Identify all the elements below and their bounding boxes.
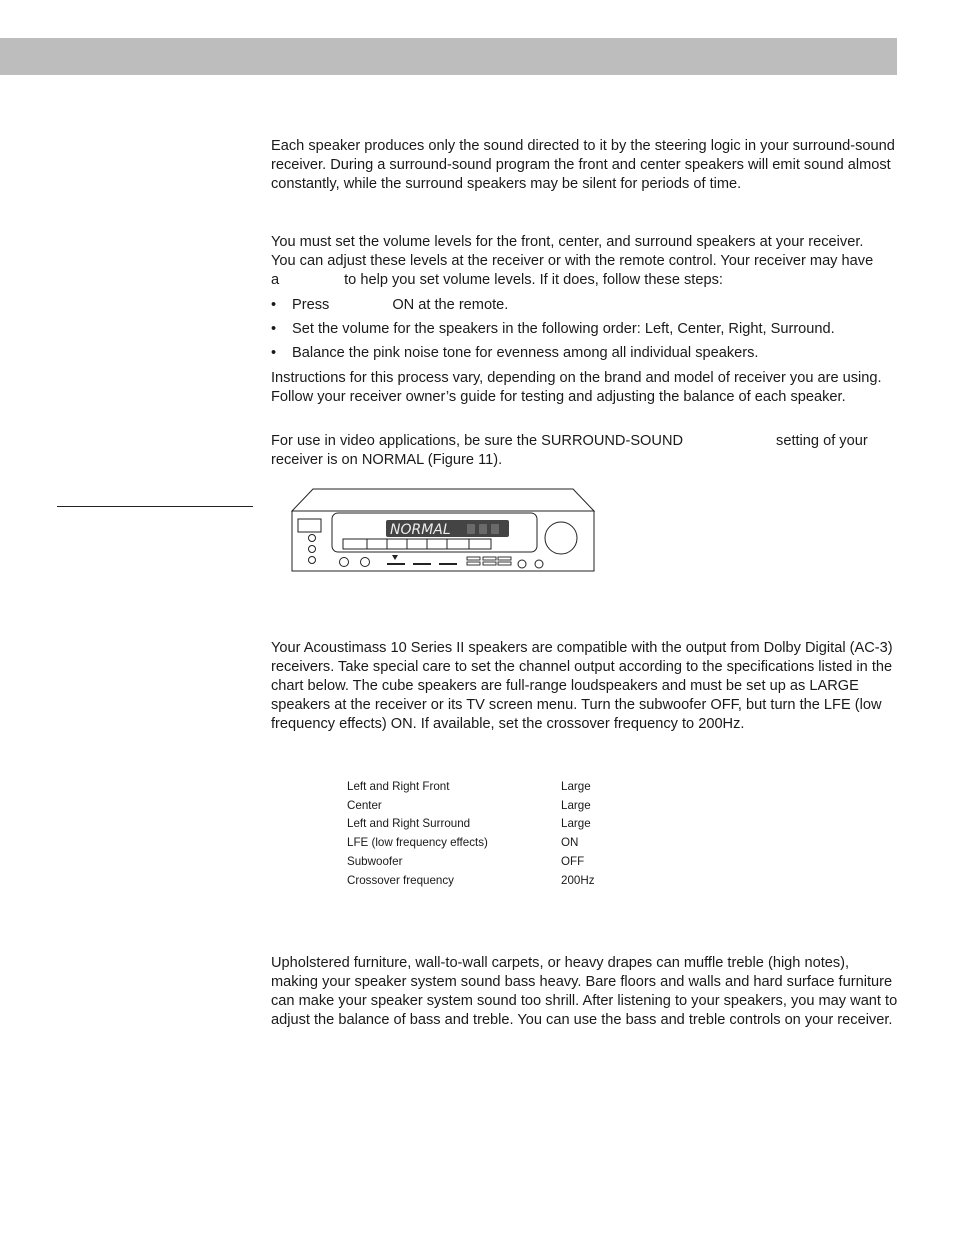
receiver-top-panel xyxy=(292,489,594,511)
setting-value: ON xyxy=(561,836,579,850)
bullet-marker: • xyxy=(271,297,277,313)
slider-controls xyxy=(387,563,457,565)
table-row xyxy=(347,872,595,891)
instructions-paragraph: Instructions for this process vary, depending on the brand and model of receiver you are using. Follow your receiver owner’s guide for testing and adjusting the balance of each speaker. xyxy=(271,370,882,405)
video-paragraph-line-1 xyxy=(271,432,899,451)
setting-value: Large xyxy=(561,798,591,812)
receiver-figure xyxy=(289,486,597,574)
video-paragraph-line-1-start: For use in video applications, be sure the SURROUND-SOUND xyxy=(271,433,684,449)
bullet-pink-noise-text: Balance the pink noise tone for evenness among all individual speakers. xyxy=(292,345,759,361)
volume-paragraph-line-2: You can adjust these levels at the receiver or with the remote control. Your receiver may have xyxy=(271,253,874,269)
power-button xyxy=(298,519,321,532)
bullet-marker: • xyxy=(271,345,277,361)
sidebar-rule xyxy=(57,506,253,507)
indicator-led-3 xyxy=(309,557,316,564)
front-knob-left xyxy=(340,558,349,567)
setting-value: Large xyxy=(561,780,591,793)
indicator-led-1 xyxy=(309,535,316,542)
indicator-led-2 xyxy=(309,546,316,553)
bullet-marker: • xyxy=(271,321,277,337)
video-paragraph-line-1-end: setting of your xyxy=(776,433,868,449)
selector-pointer xyxy=(392,555,398,560)
bullet-press-start: Press xyxy=(292,297,330,313)
room-acoustics-paragraph: Upholstered furniture, wall-to-wall carpets, or heavy drapes can muffle treble (high notes), making your speaker system sound bass heavy. Bare floors and walls and hard surface furniture can make your speaker system sound too shrill. After listening to your speakers, you may want to adjust the balance of bass and treble. You can use the bass and treble controls on your receiver. xyxy=(271,955,898,1028)
video-applications-paragraph xyxy=(271,432,899,470)
volume-knob xyxy=(545,522,577,554)
setting-value: Large xyxy=(561,817,591,831)
header-bar xyxy=(0,38,897,75)
video-paragraph-line-2: receiver is on NORMAL (Figure 11). xyxy=(271,452,503,468)
input-buttons xyxy=(467,557,511,565)
volume-paragraph-line-3-end: to help you set volume levels. If it does, follow these steps: xyxy=(344,272,723,288)
table-row xyxy=(347,797,595,816)
table-row xyxy=(347,853,595,872)
dolby-digital-paragraph: Your Acoustimass 10 Series II speakers are compatible with the output from Dolby Digital (AC-3) receivers. Take special care to set the channel output according to the specifications listed in the chart below. The cube speakers are full-range loudspeakers and must be set up as LARGE speakers at the receiver or its TV screen menu. Turn the subwoofer OFF, but turn the LFE (low frequency effects) ON. If available, set the crossover frequency to 200Hz. xyxy=(271,640,893,732)
setting-label: Left and Right Front xyxy=(347,780,450,793)
setting-label: Crossover frequency xyxy=(347,873,454,887)
speaker-settings-table xyxy=(347,778,595,890)
front-knob-right xyxy=(361,558,370,567)
volume-paragraph-line-1: You must set the volume levels for the front, center, and surround speakers at your receiver. xyxy=(271,234,864,250)
intro-paragraph: Each speaker produces only the sound directed to it by the steering logic in your surround-sound receiver. During a surround-sound program the front and center speakers will emit sound almost constantly, while the surround speakers may be silent for periods of time. xyxy=(271,138,895,192)
setting-label: Subwoofer xyxy=(347,854,403,868)
display-unused-segments xyxy=(467,524,499,534)
setting-label: Left and Right Surround xyxy=(347,817,471,831)
setting-value: 200Hz xyxy=(561,873,595,887)
display-readout: NORMAL xyxy=(390,522,451,538)
setting-label: Center xyxy=(347,798,382,812)
bullet-volume-order-text: Set the volume for the speakers in the following order: Left, Center, Right, Surround. xyxy=(292,321,835,337)
volume-paragraph-line-3-start: a xyxy=(271,272,280,288)
bullet-press-end: ON at the remote. xyxy=(392,297,509,313)
setting-value: OFF xyxy=(561,854,585,868)
front-knob-small-2 xyxy=(535,560,543,568)
volume-paragraph-line-3 xyxy=(271,271,899,290)
front-knob-small-1 xyxy=(518,560,526,568)
table-row xyxy=(347,815,595,834)
volume-levels-paragraph xyxy=(271,233,899,290)
table-row xyxy=(347,778,595,797)
table-row xyxy=(347,834,595,853)
setting-label: LFE (low frequency effects) xyxy=(347,836,488,850)
